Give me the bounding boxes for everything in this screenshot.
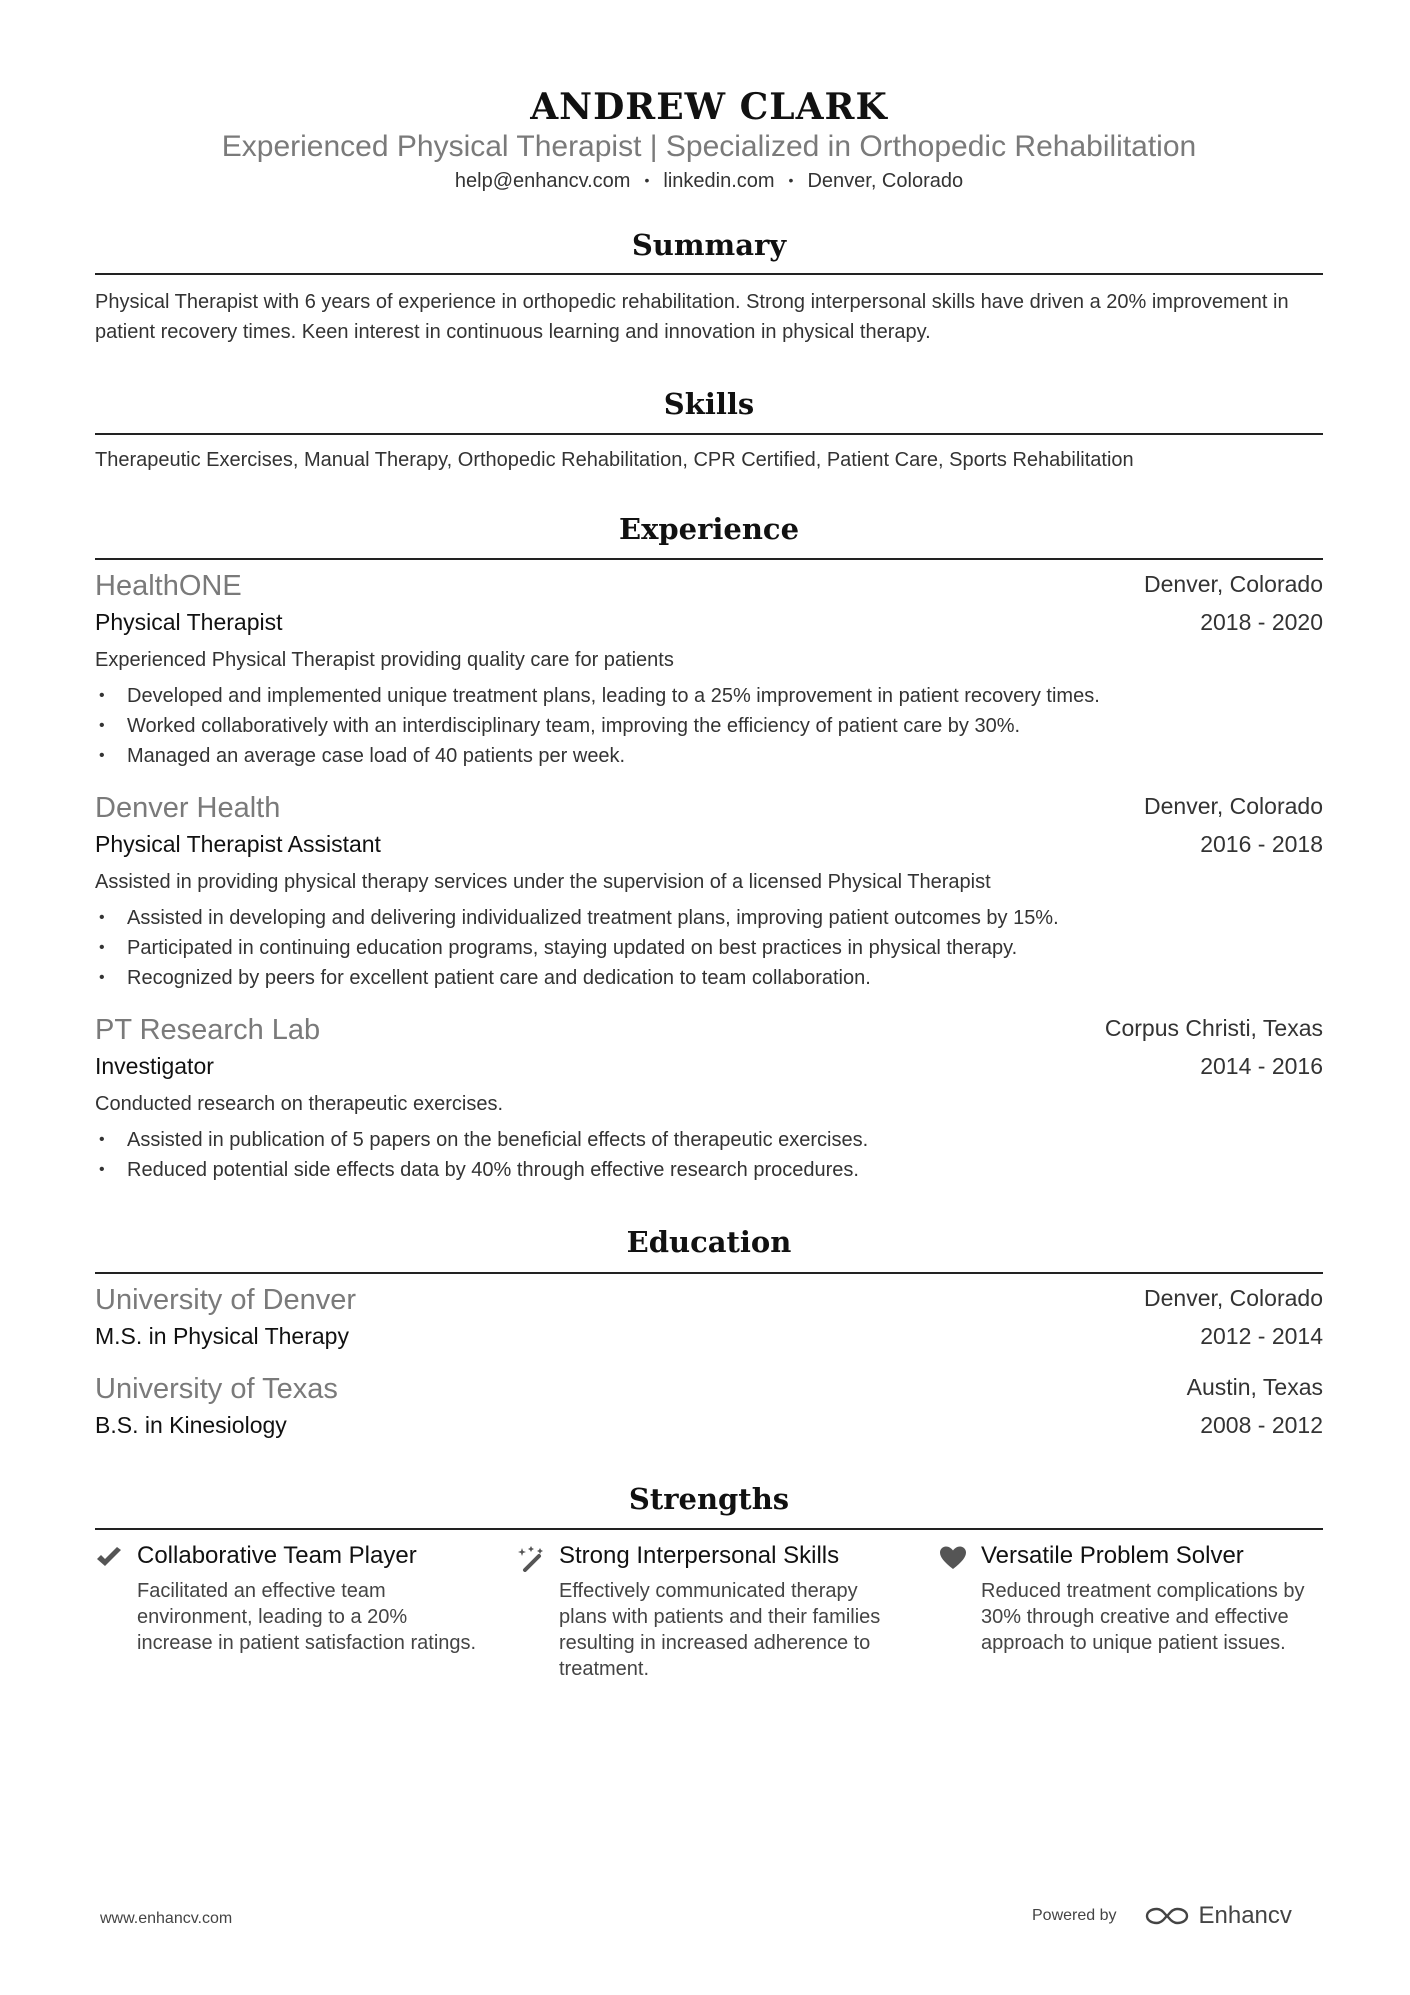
job-bullet: • Assisted in developing and delivering individualized treatment plans, improving patient outcomes by 15%. — [95, 903, 1323, 933]
summary-text: Physical Therapist with 6 years of experience in orthopedic rehabilitation. Strong interpersonal skills have driven a 20% improvement in patient recovery times. Keen interest in continuous learning and innovation in physical therapy. — [95, 291, 1289, 343]
education-dates: 2012 - 2014 — [1200, 1323, 1323, 1349]
education-location: Austin, Texas — [1186, 1374, 1323, 1400]
job-dates: 2014 - 2016 — [1200, 1053, 1323, 1079]
job-bullets — [95, 681, 1323, 771]
section-divider — [95, 1528, 1323, 1530]
strength-description: Facilitated an effective team environment, leading to a 20% increase in patient satisfaction ratings. — [137, 1580, 477, 1654]
candidate-headline: Experienced Physical Therapist | Specialized in Orthopedic Rehabilitation — [221, 130, 1197, 163]
job-bullet: • Worked collaboratively with an interdisciplinary team, improving the efficiency of patient care by 30%. — [95, 711, 1323, 741]
experience-heading: Experience — [618, 512, 800, 546]
job-description: Assisted in providing physical therapy services under the supervision of a licensed Physical Therapist — [95, 871, 991, 893]
job-location: Denver, Colorado — [1144, 793, 1323, 819]
powered-by-label: Powered by — [1032, 1907, 1117, 1924]
contact-separator: • — [788, 172, 794, 188]
strength-description: Reduced treatment complications by 30% through creative and effective approach to unique patient issues. — [981, 1580, 1305, 1654]
contact-line — [95, 170, 1323, 193]
job-bullet: • Recognized by peers for excellent patient care and dedication to team collaboration. — [95, 963, 1323, 993]
job-company: HealthONE — [95, 570, 242, 602]
strength-description: Effectively communicated therapy plans with patients and their families resulting in increased adherence to treatment. — [559, 1580, 881, 1680]
section-divider — [95, 1272, 1323, 1274]
education-school: University of Texas — [95, 1373, 338, 1405]
heart-icon — [939, 1544, 967, 1572]
enhancv-logo-icon — [1143, 1904, 1191, 1928]
job-dates: 2018 - 2020 — [1200, 609, 1323, 635]
contact-separator: • — [644, 172, 650, 188]
job-bullet: • Participated in continuing education programs, staying updated on best practices in physical therapy. — [95, 933, 1323, 963]
contact-location: Denver, Colorado — [807, 170, 964, 192]
strength-title: Strong Interpersonal Skills — [559, 1542, 840, 1569]
section-divider — [95, 433, 1323, 435]
footer-website[interactable]: www.enhancv.com — [100, 1910, 233, 1927]
job-company: Denver Health — [95, 792, 281, 824]
job-role: Physical Therapist Assistant — [95, 831, 381, 857]
job-location: Corpus Christi, Texas — [1104, 1015, 1323, 1041]
education-degree: B.S. in Kinesiology — [95, 1412, 287, 1438]
job-dates: 2016 - 2018 — [1200, 831, 1323, 857]
summary-heading: Summary — [631, 228, 787, 262]
skills-text: Therapeutic Exercises, Manual Therapy, Orthopedic Rehabilitation, CPR Certified, Patient Care, Sports Rehabilitation — [95, 449, 1134, 471]
education-location: Denver, Colorado — [1144, 1285, 1323, 1311]
education-dates: 2008 - 2012 — [1200, 1412, 1323, 1438]
brand-name: Enhancv — [1198, 1902, 1292, 1929]
job-company: PT Research Lab — [95, 1014, 321, 1046]
strength-title: Collaborative Team Player — [137, 1542, 417, 1569]
education-school: University of Denver — [95, 1284, 357, 1316]
education-degree: M.S. in Physical Therapy — [95, 1323, 349, 1349]
checkmark-icon — [95, 1544, 123, 1572]
candidate-name: ANDREW CLARK — [530, 86, 888, 128]
job-description: Experienced Physical Therapist providing quality care for patients — [95, 649, 674, 671]
job-bullets — [95, 903, 1323, 993]
job-bullet: • Assisted in publication of 5 papers on the beneficial effects of therapeutic exercises. — [95, 1125, 1323, 1155]
job-bullet: • Managed an average case load of 40 patients per week. — [95, 741, 1323, 771]
job-role: Investigator — [95, 1053, 214, 1079]
section-divider — [95, 273, 1323, 275]
education-heading: Education — [626, 1225, 792, 1259]
footer-branding — [1032, 1902, 1292, 1930]
job-bullets — [95, 1125, 1323, 1185]
contact-linkedin[interactable]: linkedin.com — [663, 170, 775, 192]
strengths-heading: Strengths — [628, 1482, 790, 1516]
magic-wand-icon — [517, 1544, 545, 1572]
job-bullet: • Reduced potential side effects data by 40% through effective research procedures. — [95, 1155, 1323, 1185]
job-bullet: • Developed and implemented unique treatment plans, leading to a 25% improvement in patient recovery times. — [95, 681, 1323, 711]
section-divider — [95, 558, 1323, 560]
job-description: Conducted research on therapeutic exercises. — [95, 1093, 504, 1115]
contact-email[interactable]: help@enhancv.com — [454, 170, 631, 192]
job-role: Physical Therapist — [95, 609, 283, 635]
strength-title: Versatile Problem Solver — [981, 1542, 1244, 1569]
skills-heading: Skills — [663, 387, 755, 421]
enhancv-logo[interactable] — [1143, 1902, 1292, 1930]
job-location: Denver, Colorado — [1144, 571, 1323, 597]
